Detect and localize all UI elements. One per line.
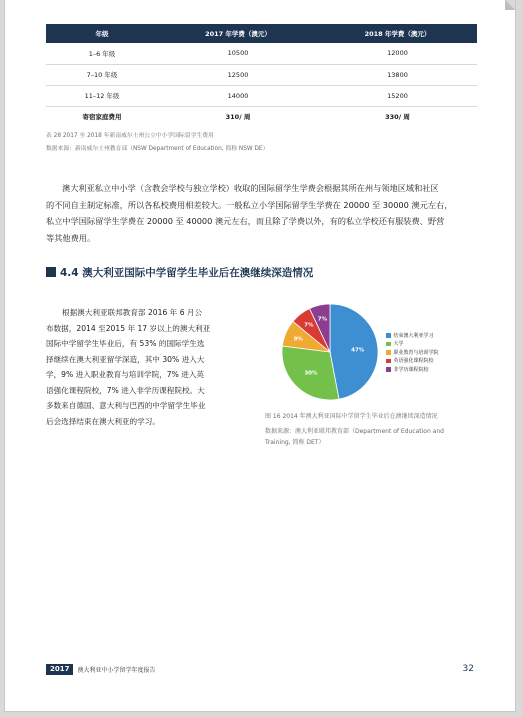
paragraph-line: 布数据，2014 至2015 年 17 岁以上的澳大利亚 bbox=[46, 323, 211, 333]
table-cell: 13800 bbox=[318, 64, 477, 85]
paragraph-line: 后会选择结束在澳大利亚的学习。 bbox=[46, 416, 160, 426]
paragraph-line: 等其他费用。 bbox=[46, 232, 96, 243]
pie-slice-label: 9% bbox=[293, 336, 303, 343]
pie-slice-label: 7% bbox=[304, 322, 314, 329]
table-cell: 7–10 年级 bbox=[46, 64, 158, 85]
legend-swatch bbox=[386, 342, 391, 347]
legend-item bbox=[386, 331, 439, 340]
heading-square-icon bbox=[46, 267, 56, 277]
table-header-2017: 2017 年学费（澳元） bbox=[158, 24, 318, 43]
paragraph-line: 根据澳大利亚联邦教育部 2016 年 6 月公 bbox=[62, 308, 203, 317]
table-cell: 10500 bbox=[158, 43, 318, 64]
tuition-fee-table bbox=[46, 24, 477, 127]
paragraph-line: 多数来自德国、意大利与巴西的中学留学生毕业 bbox=[46, 401, 206, 410]
paragraph-line: 择继续在澳大利亚留学深造，其中 30% 进入大 bbox=[46, 354, 205, 364]
table-cell: 15200 bbox=[318, 85, 477, 106]
body-paragraph bbox=[46, 180, 478, 246]
figure-caption: 图 16 2014 年澳大利亚国际中学留学生毕业后在澳继续深造情况 bbox=[265, 413, 438, 420]
figure-source: 数据来源：澳大利亚联邦教育部（Department of Education and bbox=[265, 428, 444, 435]
column-paragraph bbox=[46, 305, 246, 429]
table-row bbox=[46, 64, 477, 85]
table-cell: 330/ 周 bbox=[385, 113, 410, 122]
table-row bbox=[46, 43, 477, 64]
pie-slice-label: 30% bbox=[304, 370, 318, 377]
table-cell: 1–6 年级 bbox=[46, 43, 158, 64]
legend-swatch bbox=[386, 359, 391, 364]
table-header-2018: 2018 年学费（澳元） bbox=[318, 24, 477, 43]
table-cell: 12000 bbox=[318, 43, 477, 64]
legend-item bbox=[386, 348, 439, 357]
pie-legend bbox=[386, 331, 439, 374]
table-source: 数据来源：新南威尔士州教育部（NSW Department of Education, 简称 NSW DE） bbox=[46, 146, 269, 152]
page-number: 32 bbox=[462, 664, 474, 674]
pie-slice-label: 7% bbox=[317, 316, 328, 323]
paragraph-line: 语强化课程院校，7% 进入非学历课程院校。大 bbox=[46, 385, 205, 395]
legend-item bbox=[386, 365, 439, 374]
figure-source: Training, 简称 DET） bbox=[265, 439, 325, 446]
paragraph-line: 澳大利亚私立中小学（含教会学校与独立学校）收取的国际留学生学费会根据其所在州与领地区域和社区 bbox=[62, 183, 439, 193]
legend-label: 职业教育与培训学院 bbox=[393, 349, 439, 356]
footer-year: 2017 bbox=[46, 664, 73, 675]
legend-item bbox=[386, 357, 439, 366]
table-row bbox=[46, 85, 477, 106]
table-header-row bbox=[46, 24, 477, 43]
legend-label: 大学 bbox=[393, 341, 404, 348]
section-heading bbox=[46, 265, 313, 279]
paragraph-line: 国际中学留学生毕业后，有 53% 的国际学生选 bbox=[46, 339, 205, 348]
legend-swatch bbox=[386, 333, 391, 338]
legend-label: 结束澳大利亚学习 bbox=[393, 332, 434, 339]
footer-title: 澳大利亚中小学留学年度报告 bbox=[77, 666, 156, 674]
paragraph-line: 私立中学国际留学生学费在 20000 至 40000 澳元左右，而且除了学费以外，有的私立学校还有服装费、野营 bbox=[46, 216, 445, 226]
table-caption: 表 28 2017 至 2018 年新南威尔士州公立中小学国际留学生费用 bbox=[46, 133, 214, 139]
legend-swatch bbox=[386, 350, 391, 355]
pie-chart bbox=[268, 300, 396, 404]
table-cell: 14000 bbox=[158, 85, 318, 106]
table-cell: 12500 bbox=[158, 64, 318, 85]
table-header-grade: 年级 bbox=[46, 24, 158, 43]
legend-label: 英语强化课程院校 bbox=[393, 358, 434, 365]
section-title: 4.4 澳大利亚国际中学留学生毕业后在澳继续深造情况 bbox=[60, 266, 314, 279]
table-cell: 寄宿家庭费用 bbox=[82, 113, 122, 122]
table-cell: 11–12 年级 bbox=[46, 85, 158, 106]
table-cell: 310/ 周 bbox=[225, 113, 251, 122]
paragraph-line: 的不同自主制定标准，所以各私校费用相差较大。一般私立小学国际留学生学费在 20000 至 30000 澳元左右， bbox=[46, 199, 453, 210]
table-row bbox=[46, 106, 477, 127]
page-footer bbox=[46, 663, 478, 675]
legend-label: 非学历课程院校 bbox=[393, 366, 429, 373]
legend-swatch bbox=[386, 367, 391, 372]
paragraph-line: 学，9% 进入职业教育与培训学院，7% 进入英 bbox=[46, 370, 205, 379]
page-fold bbox=[505, 0, 515, 10]
legend-item bbox=[386, 340, 439, 349]
pie-slice-label: 47% bbox=[351, 347, 365, 354]
